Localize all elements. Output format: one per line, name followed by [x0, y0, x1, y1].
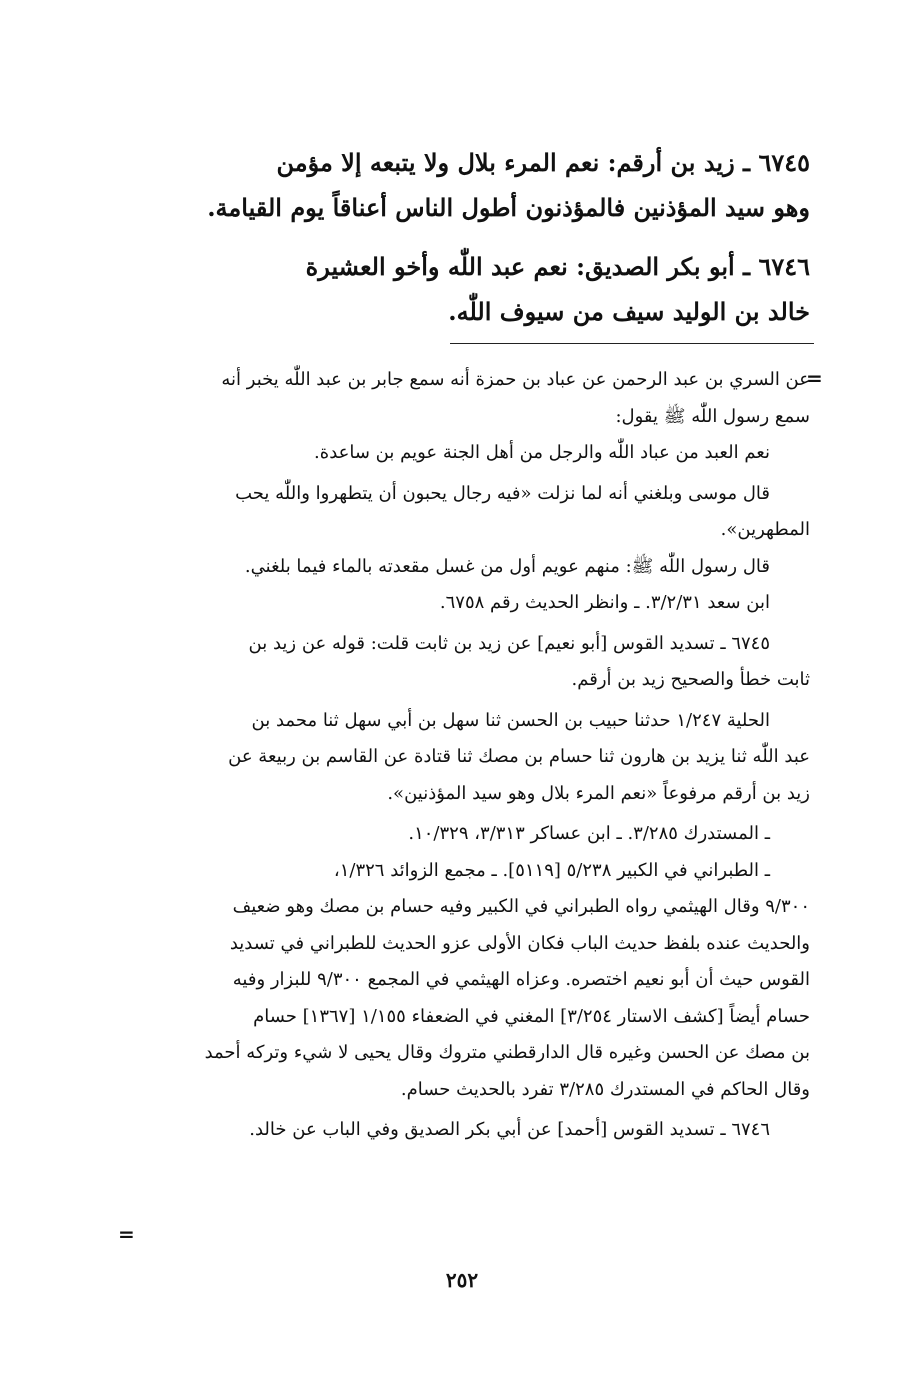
note-line: سمع رسول اللّٰه ﷺ يقول:	[615, 405, 810, 427]
note-line: الحلية ١/٢٤٧ حدثنا حبيب بن الحسن ثنا سهل بن أبي سهل ثنا محمد بن	[251, 709, 770, 731]
footnotes	[118, 362, 810, 1149]
note-line: ـ المستدرك ٣/٢٨٥. ـ ابن عساكر ٣/٣١٣، ١٠/٣٢٩.	[408, 823, 770, 844]
entry-6746-line1: ٦٧٤٦ ـ أبو بكر الصديق: نعم عبد اللّٰه وأخو العشيرة	[305, 252, 810, 281]
entry-6745-line2: وهو سيد المؤذنين فالمؤذنون أطول الناس أعناقاً يوم القيامة.	[207, 193, 810, 222]
note-line: المطهرين».	[720, 519, 810, 540]
entry-6746-line2: خالد بن الوليد سيف من سيوف اللّٰه.	[448, 297, 810, 326]
note-line: ٦٧٤٥ ـ تسديد القوس [أبو نعيم] عن زيد بن ثابت قلت: قوله عن زيد بن	[248, 632, 770, 654]
note-line: وقال الحاكم في المستدرك ٣/٢٨٥ تفرد بالحديث حسام.	[400, 1078, 810, 1100]
note-line: عبد اللّٰه ثنا يزيد بن هارون ثنا حسام بن مصك ثنا قتادة عن القاسم بن ربيعة عن	[228, 746, 810, 767]
note-line: بن مصك عن الحسن وغيره قال الدارقطني متروك وقال يحيى لا شيء وتركه أحمد	[204, 1042, 810, 1063]
continuation-mark-start: =	[806, 366, 823, 390]
note-line: قال رسول اللّٰه ﷺ: منهم عويم أول من غسل مقعدته بالماء فيما بلغني.	[244, 555, 770, 577]
entry-6745-line1: ٦٧٤٥ ـ زيد بن أرقم: نعم المرء بلال ولا يتبعه إلا مؤمن	[276, 148, 810, 177]
note-line: القوس حيث أن أبو نعيم اختصره. وعزاه الهيثمي في المجمع ٩/٣٠٠ للبزار وفيه	[232, 969, 810, 990]
note-line: والحديث عنده بلفظ حديث الباب فكان الأولى عزو الحديث للطبراني في تسديد	[229, 932, 810, 954]
note-line: ـ الطبراني في الكبير ٥/٢٣٨ [٥١١٩]. ـ مجمع الزوائد ١/٣٢٦،	[333, 859, 770, 881]
note-line: ٦٧٤٦ ـ تسديد القوس [أحمد] عن أبي بكر الصديق وفي الباب عن خالد.	[249, 1119, 770, 1140]
note-line: حسام أيضاً [كشف الاستار ٣/٢٥٤] المغني في الضعفاء ١/١٥٥ [١٣٦٧] حسام	[253, 1005, 810, 1027]
note-line: زيد بن أرقم مرفوعاً «نعم المرء بلال وهو سيد المؤذنين».	[387, 782, 810, 804]
note-line: ثابت خطأ والصحيح زيد بن أرقم.	[571, 669, 810, 690]
note-line: ٩/٣٠٠ وقال الهيثمي رواه الطبراني في الكبير وفيه حسام بن مصك وهو ضعيف	[232, 896, 810, 917]
note-line: قال موسى وبلغني أنه لما نزلت «فيه رجال يحبون أن يتطهروا واللّٰه يحب	[235, 482, 770, 504]
page-number: ٢٥٢	[445, 1268, 479, 1292]
continuation-mark-end: =	[118, 1222, 135, 1246]
note-line: نعم العبد من عباد اللّٰه والرجل من أهل الجنة عويم بن ساعدة.	[314, 442, 770, 463]
note-line: عن السري بن عبد الرحمن عن عباد بن حمزة أنه سمع جابر بن عبد اللّٰه يخبر أنه	[221, 369, 810, 390]
note-line: ابن سعد ٣/٢/٣١. ـ وانظر الحديث رقم ٦٧٥٨.	[439, 592, 770, 613]
footnote-divider	[450, 343, 814, 344]
